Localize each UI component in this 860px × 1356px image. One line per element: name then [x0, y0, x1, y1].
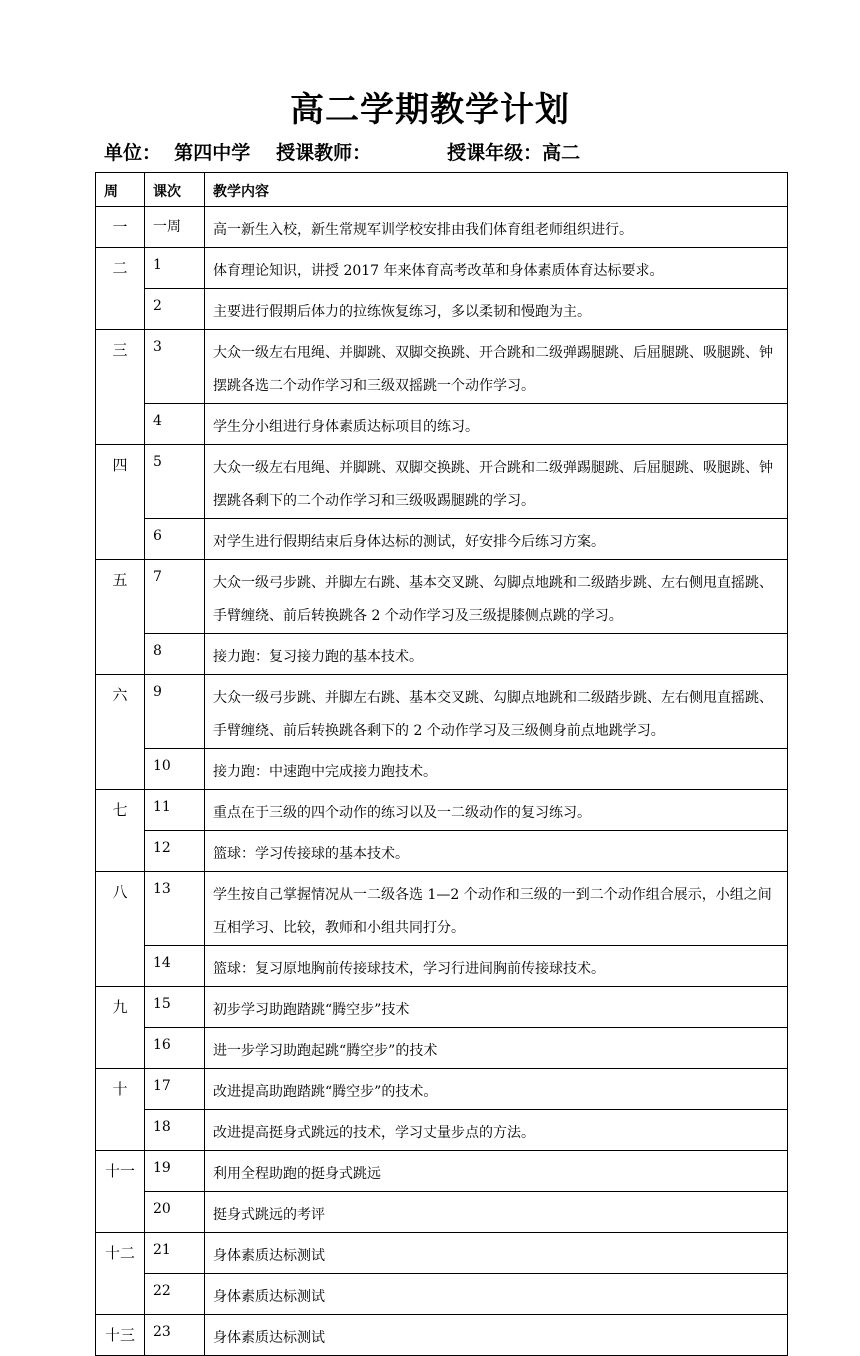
content-cell: 对学生进行假期结束后身体达标的测试，好安排今后练习方案。 [205, 519, 788, 560]
table-row [96, 987, 788, 1028]
table-row [96, 749, 788, 790]
lesson-cell: 23 [145, 1315, 205, 1356]
table-row [96, 872, 788, 946]
table-row [96, 519, 788, 560]
content-cell: 学生分小组进行身体素质达标项目的练习。 [205, 404, 788, 445]
content-cell: 主要进行假期后体力的拉练恢复练习，多以柔韧和慢跑为主。 [205, 289, 788, 330]
week-cell: 十二 [96, 1233, 145, 1315]
lesson-cell: 12 [145, 831, 205, 872]
table-row [96, 330, 788, 404]
grade-label: 授课年级：高二 [447, 142, 581, 164]
week-cell: 五 [96, 560, 145, 675]
content-cell: 改进提高助跑踏跳“腾空步”的技术。 [205, 1069, 788, 1110]
table-row [96, 404, 788, 445]
table-row [96, 946, 788, 987]
content-cell: 大众一级左右甩绳、并脚跳、双脚交换跳、开合跳和二级弹踢腿跳、后屈腿跳、吸腿跳、钟摆跳各选二个动作学习和三级双摇跳一个动作学习。 [205, 330, 788, 404]
lesson-cell: 7 [145, 560, 205, 634]
table-row [96, 445, 788, 519]
header-week: 周 [96, 173, 145, 207]
lesson-cell: 10 [145, 749, 205, 790]
content-cell: 学生按自己掌握情况从一二级各选 1—2 个动作和三级的一到二个动作组合展示，小组之间互相学习、比较，教师和小组共同打分。 [205, 872, 788, 946]
content-cell: 改进提高挺身式跳远的技术，学习丈量步点的方法。 [205, 1110, 788, 1151]
content-cell: 身体素质达标测试 [205, 1274, 788, 1315]
content-cell: 篮球：学习传接球的基本技术。 [205, 831, 788, 872]
lesson-cell: 15 [145, 987, 205, 1028]
content-cell: 高一新生入校，新生常规军训学校安排由我们体育组老师组织进行。 [205, 207, 788, 248]
lesson-cell: 9 [145, 675, 205, 749]
table-row [96, 831, 788, 872]
content-cell: 利用全程助跑的挺身式跳远 [205, 1151, 788, 1192]
table-row [96, 1192, 788, 1233]
lesson-cell: 21 [145, 1233, 205, 1274]
lesson-cell: 14 [145, 946, 205, 987]
table-row [96, 675, 788, 749]
lesson-cell: 22 [145, 1274, 205, 1315]
table-row [96, 248, 788, 289]
content-cell: 初步学习助跑踏跳“腾空步”技术 [205, 987, 788, 1028]
table-row [96, 1274, 788, 1315]
lesson-cell: 17 [145, 1069, 205, 1110]
table-row [96, 1151, 788, 1192]
unit-value: 第四中学 [174, 142, 251, 164]
content-cell: 身体素质达标测试 [205, 1233, 788, 1274]
lesson-cell: 20 [145, 1192, 205, 1233]
week-cell: 十一 [96, 1151, 145, 1233]
header-content: 教学内容 [205, 173, 788, 207]
lesson-cell: 18 [145, 1110, 205, 1151]
content-cell: 大众一级弓步跳、并脚左右跳、基本交叉跳、勾脚点地跳和二级踏步跳、左右侧甩直摇跳、手臂缠绕、前后转换跳各剩下的 2 个动作学习及三级侧身前点地跳学习。 [205, 675, 788, 749]
content-cell: 大众一级弓步跳、并脚左右跳、基本交叉跳、勾脚点地跳和二级踏步跳、左右侧甩直摇跳、手臂缠绕、前后转换跳各 2 个动作学习及三级提膝侧点跳的学习。 [205, 560, 788, 634]
week-cell: 七 [96, 790, 145, 872]
table-row [96, 207, 788, 248]
lesson-cell: 6 [145, 519, 205, 560]
lesson-cell: 11 [145, 790, 205, 831]
content-cell: 进一步学习助跑起跳“腾空步”的技术 [205, 1028, 788, 1069]
lesson-cell: 13 [145, 872, 205, 946]
table-row [96, 1233, 788, 1274]
header-lesson: 课次 [145, 173, 205, 207]
table-row [96, 560, 788, 634]
table-row [96, 790, 788, 831]
teacher-label: 授课教师： [276, 142, 372, 164]
table-row [96, 1028, 788, 1069]
week-cell: 十 [96, 1069, 145, 1151]
table-row [96, 1069, 788, 1110]
plan-table [95, 172, 788, 1356]
page-title: 高二学期教学计划 [290, 90, 570, 130]
lesson-cell: 19 [145, 1151, 205, 1192]
table-row [96, 634, 788, 675]
content-cell: 重点在于三级的四个动作的练习以及一二级动作的复习练习。 [205, 790, 788, 831]
week-cell: 三 [96, 330, 145, 445]
week-cell: 十三 [96, 1315, 145, 1356]
content-cell: 接力跑：中速跑中完成接力跑技术。 [205, 749, 788, 790]
lesson-cell: 2 [145, 289, 205, 330]
table-row [96, 1110, 788, 1151]
content-cell: 大众一级左右甩绳、并脚跳、双脚交换跳、开合跳和二级弹踢腿跳、后屈腿跳、吸腿跳、钟摆跳各剩下的二个动作学习和三级吸踢腿跳的学习。 [205, 445, 788, 519]
lesson-cell: 16 [145, 1028, 205, 1069]
unit-label: 单位： [104, 142, 162, 164]
table-row [96, 289, 788, 330]
table-header-row [96, 173, 788, 207]
table-row [96, 1315, 788, 1356]
lesson-cell: 一周 [145, 207, 205, 248]
lesson-cell: 8 [145, 634, 205, 675]
content-cell: 挺身式跳远的考评 [205, 1192, 788, 1233]
lesson-cell: 3 [145, 330, 205, 404]
content-cell: 身体素质达标测试 [205, 1315, 788, 1356]
week-cell: 四 [96, 445, 145, 560]
plan-table-body [96, 173, 788, 1356]
lesson-cell: 1 [145, 248, 205, 289]
content-cell: 接力跑：复习接力跑的基本技术。 [205, 634, 788, 675]
meta-line [104, 138, 580, 165]
content-cell: 体育理论知识，讲授 2017 年来体育高考改革和身体素质体育达标要求。 [205, 248, 788, 289]
week-cell: 九 [96, 987, 145, 1069]
week-cell: 一 [96, 207, 145, 248]
week-cell: 八 [96, 872, 145, 987]
content-cell: 篮球：复习原地胸前传接球技术，学习行进间胸前传接球技术。 [205, 946, 788, 987]
lesson-cell: 4 [145, 404, 205, 445]
week-cell: 六 [96, 675, 145, 790]
lesson-cell: 5 [145, 445, 205, 519]
week-cell: 二 [96, 248, 145, 330]
